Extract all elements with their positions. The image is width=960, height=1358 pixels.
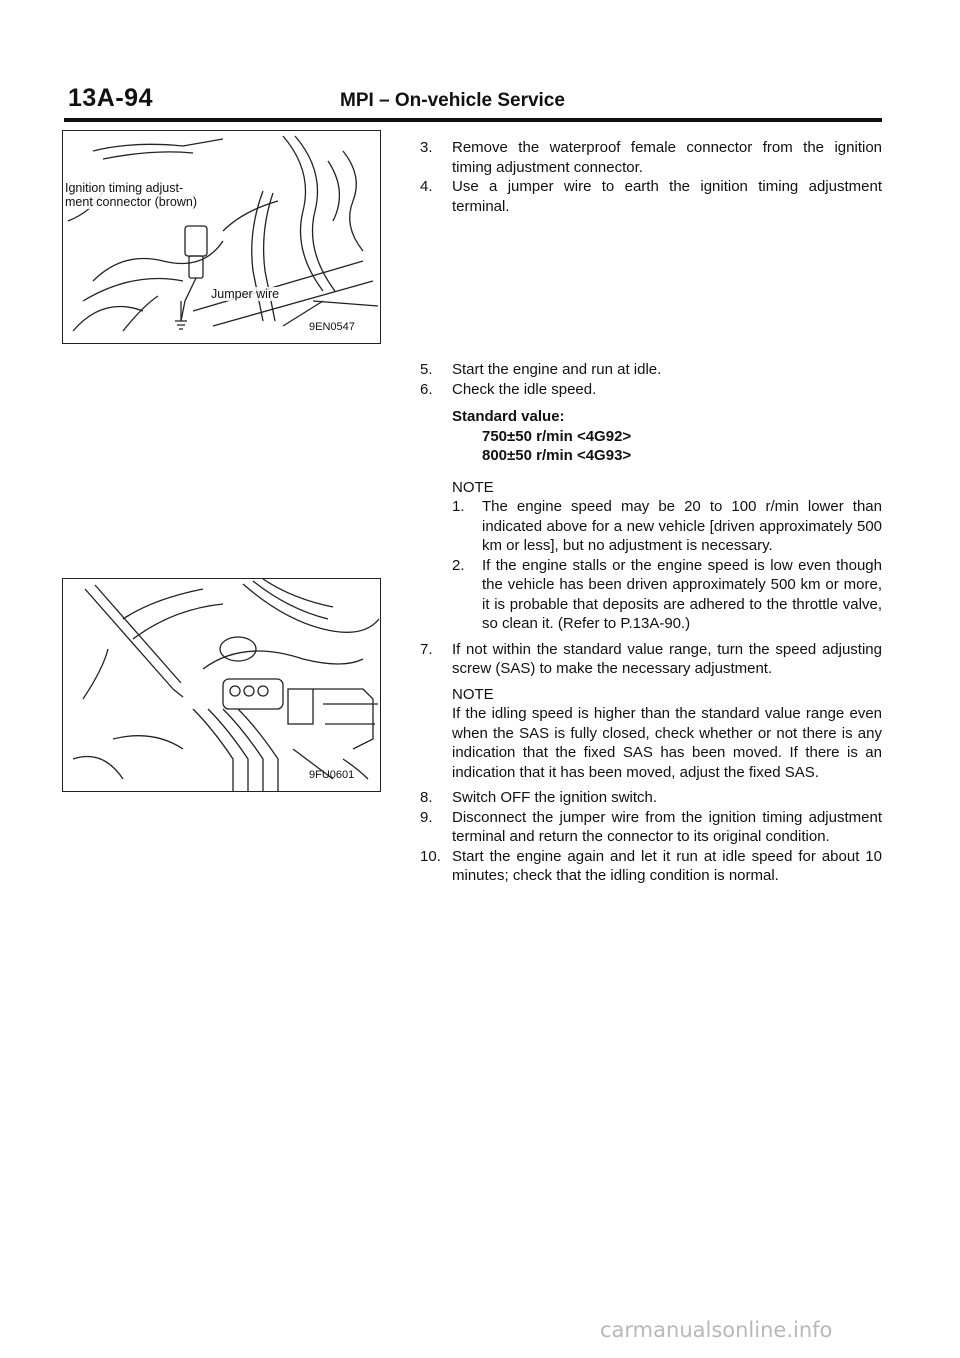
note-item-2: [420, 556, 882, 634]
header-rule: [64, 118, 882, 122]
note-heading: NOTE: [452, 478, 494, 496]
step-number: 4.: [420, 178, 433, 195]
standard-value-label: Standard value:: [452, 408, 565, 425]
note-text: If the idling speed is higher than the standard value range even when the SAS is fully closed, check whether or not there is any indication that the fixed SAS has been moved. If there is an indication that it has been moved, adjust the fixed SAS.: [452, 705, 882, 781]
figure-code: 9EN0547: [309, 321, 355, 333]
step-3: [420, 138, 882, 177]
step-10: [420, 847, 882, 886]
step-number: 3.: [420, 139, 433, 156]
step-number: 6.: [420, 380, 433, 398]
note-heading: NOTE: [452, 685, 494, 703]
note-number: 2.: [452, 556, 465, 574]
figure-code: 9FU0601: [309, 769, 355, 781]
step-4: [420, 177, 882, 216]
step-number: 7.: [420, 640, 433, 658]
step-number: 10.: [420, 847, 441, 865]
standard-value-2: 800±50 r/min <4G93>: [482, 447, 632, 464]
standard-value-1: 750±50 r/min <4G92>: [482, 427, 632, 445]
step-text: Switch OFF the ignition switch.: [452, 789, 658, 806]
step-8: [420, 788, 882, 808]
step-6: [420, 380, 882, 400]
step-number: 5.: [420, 361, 433, 378]
note-text: The engine speed may be 20 to 100 r/min lower than indicated above for a new vehicle [driven approximately 500 km or less], but no adjustment is necessary.: [482, 498, 882, 554]
step-text: Start the engine again and let it run at idle speed for about 10 minutes; check that the idling condition is normal.: [452, 847, 882, 884]
step-text: Use a jumper wire to earth the ignition timing adjustment terminal.: [452, 178, 882, 215]
engine-wiring-illustration: [63, 131, 380, 343]
figure-ignition-connector: [62, 130, 381, 344]
throttle-body-illustration: [63, 579, 380, 791]
step-text: If not within the standard value range, turn the speed adjusting screw (SAS) to make the necessary adjustment.: [452, 640, 882, 677]
figure-throttle-body-sas: [62, 578, 381, 792]
steps-block-1: [420, 138, 882, 216]
note-text: If the engine stalls or the engine speed is low even though the vehicle has been driven approximately 500 km or more, it is probable that deposits are adhered to the throttle valve, so clean it. (Refer to P.13A-90.): [482, 556, 882, 632]
step-text: Remove the waterproof female connector from the ignition timing adjustment connector.: [452, 139, 882, 176]
step-text: Check the idle speed.: [452, 380, 597, 398]
step-text: Disconnect the jumper wire from the ignition timing adjustment terminal and return the connector to its original condition.: [452, 808, 882, 845]
page-number: 13A-94: [68, 84, 153, 112]
step-5: [420, 360, 882, 380]
step-text: Start the engine and run at idle.: [452, 361, 662, 378]
watermark: carmanualsonline.info: [600, 1318, 833, 1342]
step-number: 9.: [420, 808, 433, 826]
note-item-1: [420, 497, 882, 556]
note-number: 1.: [452, 498, 465, 515]
steps-block-2: [420, 360, 882, 886]
label-ignition-connector: Ignition timing adjust- ment connector (brown): [65, 181, 198, 209]
step-7: [420, 640, 882, 679]
label-jumper-wire: Jumper wire: [211, 287, 280, 301]
step-number: 8.: [420, 789, 433, 806]
step-9: [420, 808, 882, 847]
section-title: MPI – On-vehicle Service: [340, 90, 565, 111]
